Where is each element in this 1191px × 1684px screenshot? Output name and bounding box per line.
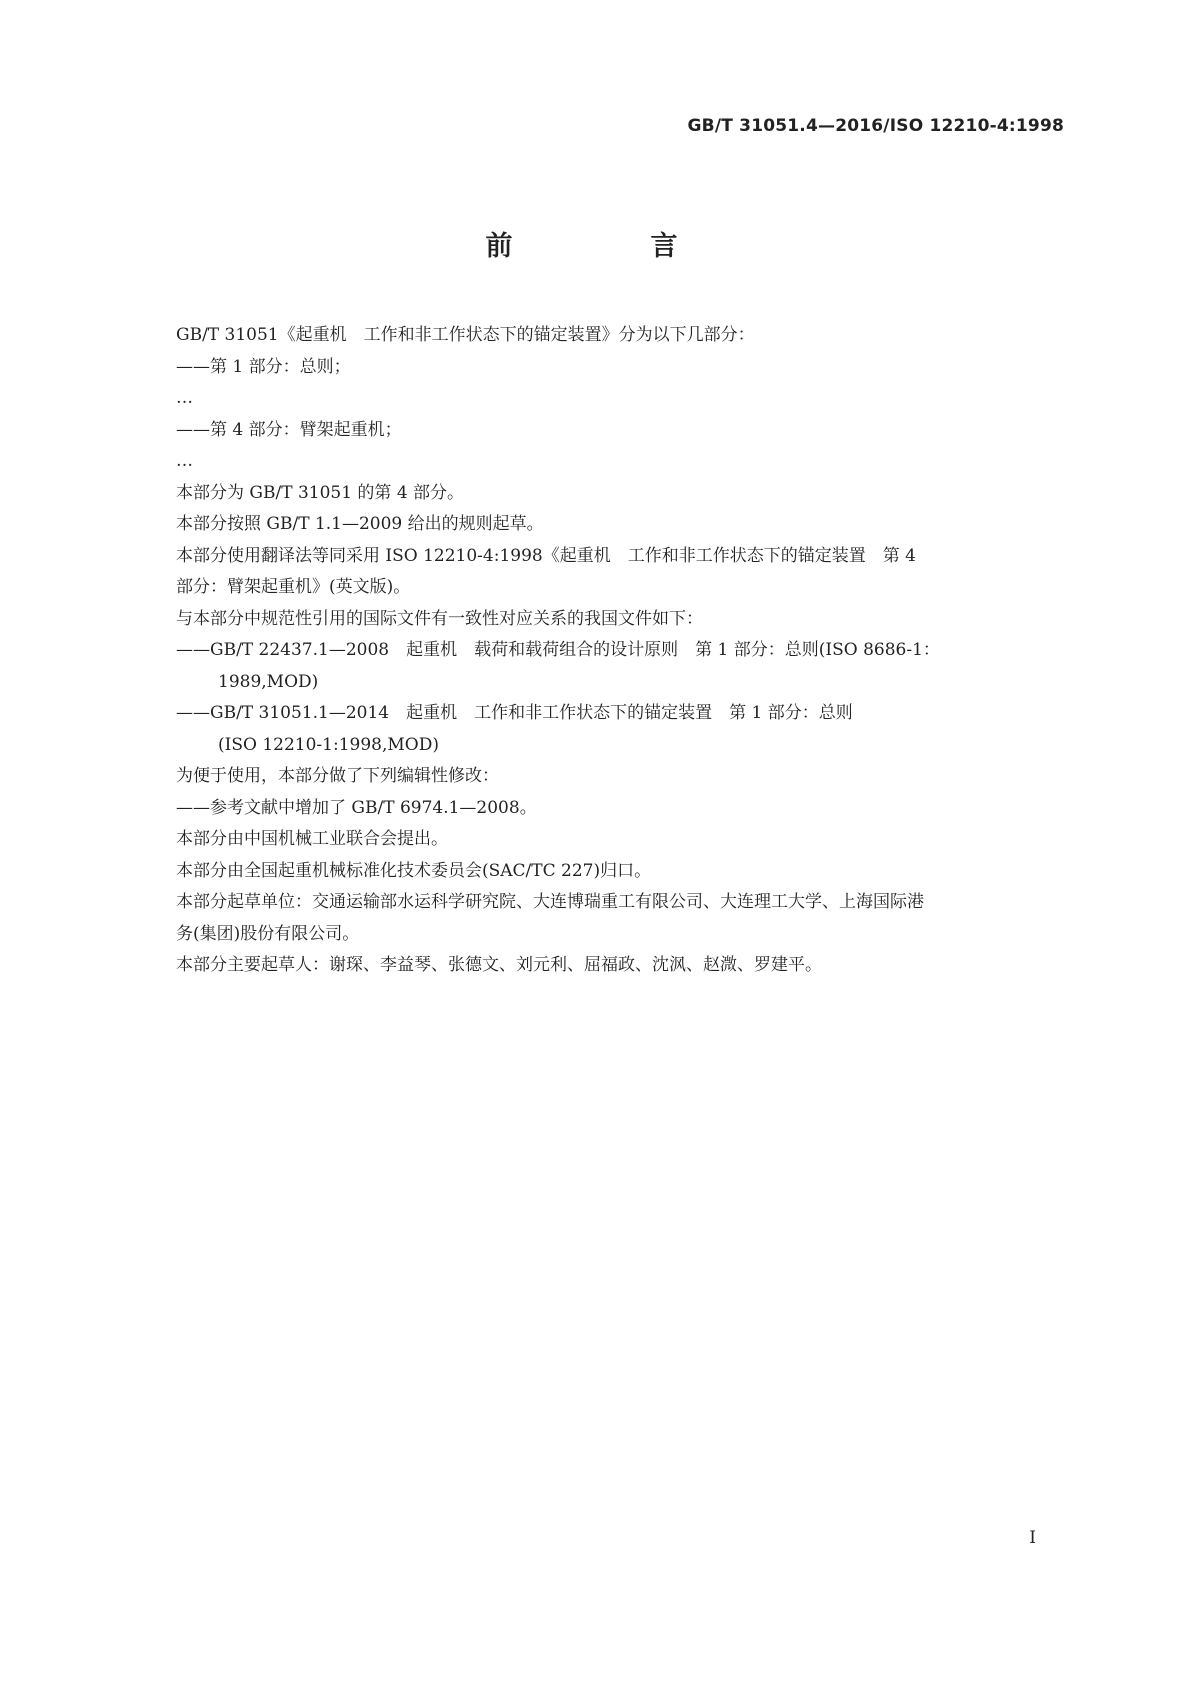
page-number: I	[1029, 1528, 1036, 1548]
list-item-gbt22437-cont: 1989,MOD)	[218, 671, 319, 692]
page-title: 前 言	[485, 231, 706, 262]
paragraph-parts-intro: GB/T 31051《起重机 工作和非工作状态下的锚定装置》分为以下几部分：	[176, 325, 755, 345]
paragraph-corresponding-docs: 与本部分中规范性引用的国际文件有一致性对应关系的我国文件如下：	[176, 608, 703, 629]
paragraph-proposed-by: 本部分由中国机械工业联合会提出。	[176, 829, 448, 849]
list-item-part4: ——第 4 部分：臂架起重机；	[176, 419, 402, 440]
paragraph-part-number: 本部分为 GB/T 31051 的第 4 部分。	[176, 482, 465, 503]
paragraph-editorial-changes: 为便于使用，本部分做了下列编辑性修改：	[176, 766, 499, 786]
paragraph-translation-a: 本部分使用翻译法等同采用 ISO 12210-4:1998《起重机 工作和非工作状态下的锚定装置 第 4	[176, 545, 916, 566]
list-item-gbt31051-1-cont: (ISO 12210-1:1998,MOD)	[218, 734, 439, 755]
list-item-part1: ——第 1 部分：总则；	[176, 356, 351, 377]
list-item-gbt31051-1: ——GB/T 31051.1—2014 起重机 工作和非工作状态下的锚定装置 第 1 部分：总则	[176, 703, 853, 723]
paragraph-drafting-units-b: 务(集团)股份有限公司。	[176, 923, 360, 944]
standard-code-header: GB/T 31051.4—2016/ISO 12210-4:1998	[687, 116, 1064, 136]
paragraph-drafters: 本部分主要起草人：谢琛、李益琴、张德文、刘元利、屈福政、沈沨、赵溦、罗建平。	[176, 955, 822, 975]
list-item-bibliography: ——参考文献中增加了 GB/T 6974.1—2008。	[176, 797, 537, 818]
list-item-gbt22437: ——GB/T 22437.1—2008 起重机 载荷和载荷组合的设计原则 第 1 部分：总则(ISO 8686-1：	[176, 640, 940, 660]
paragraph-drafting-units-a: 本部分起草单位：交通运输部水运科学研究院、大连博瑞重工有限公司、大连理工大学、上海国际港	[176, 892, 924, 912]
ellipsis-1: …	[176, 388, 193, 408]
paragraph-translation-b: 部分：臂架起重机》(英文版)。	[176, 577, 411, 597]
paragraph-centralized-by: 本部分由全国起重机械标准化技术委员会(SAC/TC 227)归口。	[176, 860, 652, 881]
preface-body	[176, 320, 1060, 982]
paragraph-drafting-rules: 本部分按照 GB/T 1.1—2009 给出的规则起草。	[176, 514, 544, 534]
ellipsis-2: …	[176, 451, 193, 471]
